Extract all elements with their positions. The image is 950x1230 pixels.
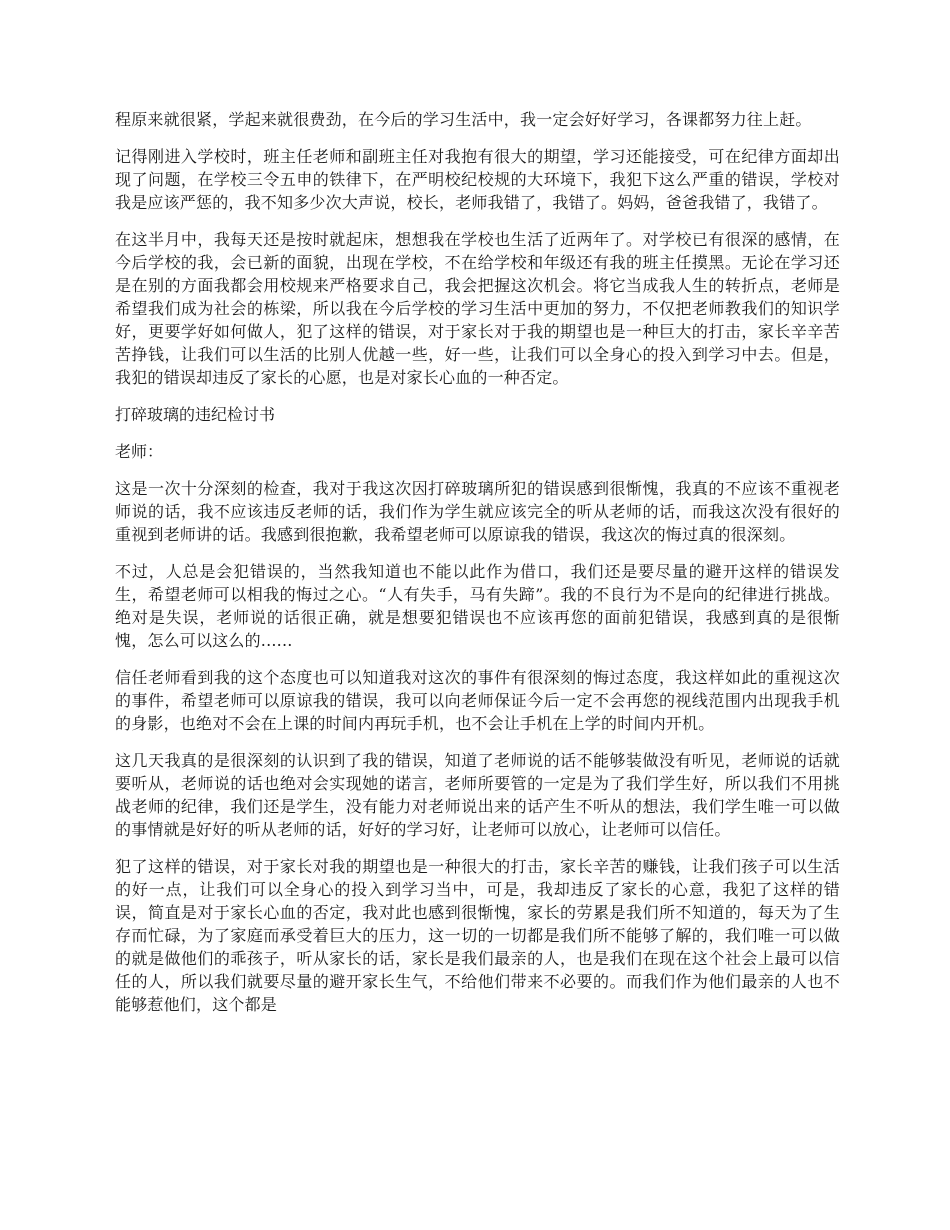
paragraph: 信任老师看到我的这个态度也可以知道我对这次的事件有很深刻的悔过态度，我这样如此的重视这次的事件，希望老师可以原谅我的错误，我可以向老师保证今后一定不会再您的视线范围内出现我手机的身影，也绝对不会在上课的时间内再玩手机，也不会让手机在上学的时间内开机。: [115, 668, 840, 733]
section-title: 打碎玻璃的违纪检讨书: [115, 405, 276, 424]
paragraph: 这是一次十分深刻的检查，我对于我这次因打碎玻璃所犯的错误感到很惭愧，我真的不应该不重视老师说的话，我不应该违反老师的话，我们作为学生就应该完全的听从老师的话，而我这次没有很好的重视到老师讲的话。我感到很抱歉，我希望老师可以原谅我的错误，我这次的悔过真的很深刻。: [115, 479, 840, 544]
salutation: 老师：: [115, 442, 164, 461]
paragraph: 程原来就很紧，学起来就很费劲，在今后的学习生活中，我一定会好好学习，各课都努力往上赶。: [115, 110, 812, 129]
paragraph: 记得刚进入学校时，班主任老师和副班主任对我抱有很大的期望，学习还能接受，可在纪律方面却出现了问题，在学校三令五申的铁律下，在严明校纪校规的大环境下，我犯下这么严重的错误，学校对我是应该严惩的，我不知多少次大声说，校长，老师我错了，我错了。妈妈，爸爸我错了，我错了。: [115, 147, 840, 212]
paragraph: 这几天我真的是很深刻的认识到了我的错误，知道了老师说的话不能够装做没有听见，老师说的话就要听从，老师说的话也绝对会实现她的诺言，老师所要管的一定是为了我们学生好，所以我们不用挑战老师的纪律，我们还是学生，没有能力对老师说出来的话产生不听从的想法，我们学生唯一可以做的事情就是好好的听从老师的话，好好的学习好，让老师可以放心，让老师可以信任。: [115, 751, 840, 839]
paragraph: 不过，人总是会犯错误的，当然我知道也不能以此作为借口，我们还是要尽量的避开这样的错误发生，希望老师可以相我的悔过之心。“人有失手，马有失蹄”。我的不良行为不是向的纪律进行挑战。绝对是失误，老师说的话很正确，就是想要犯错误也不应该再您的面前犯错误，我感到真的是很惭愧，怎么可以这么的......: [115, 562, 840, 650]
document-body: [115, 108, 840, 1030]
paragraph: 犯了这样的错误，对于家长对我的期望也是一种很大的打击，家长辛苦的赚钱，让我们孩子可以生活的好一点，让我们可以全身心的投入到学习当中，可是，我却违反了家长的心意，我犯了这样的错误，简直是对于家长心血的否定，我对此也感到很惭愧，家长的劳累是我们所不知道的，每天为了生存而忙碌，为了家庭而承受着巨大的压力，这一切的一切都是我们所不能够了解的，我们唯一可以做的就是做他们的乖孩子，听从家长的话，家长是我们最亲的人，也是我们在现在这个社会上最可以信任的人，所以我们就要尽量的避开家长生气，不给他们带来不必要的。而我们作为他们最亲的人也不能够惹他们，这个都是: [115, 857, 840, 1014]
paragraph: 在这半月中，我每天还是按时就起床，想想我在学校也生活了近两年了。对学校已有很深的感情，在今后学校的我，会已新的面貌，出现在学校，不在给学校和年级还有我的班主任摸黑。无论在学习还是在别的方面我都会用校规来严格要求自己，我会把握这次机会。将它当成我人生的转折点，老师是希望我们成为社会的栋梁，所以我在今后学校的学习生活中更加的努力，不仅把老师教我们的知识学好，更要学好如何做人，犯了这样的错误，对于家长对于我的期望也是一种巨大的打击，家长辛辛苦苦挣钱，让我们可以生活的比别人优越一些，好一些，让我们可以全身心的投入到学习中去。但是，我犯的错误却违反了家长的心愿，也是对家长心血的一种否定。: [115, 230, 840, 387]
